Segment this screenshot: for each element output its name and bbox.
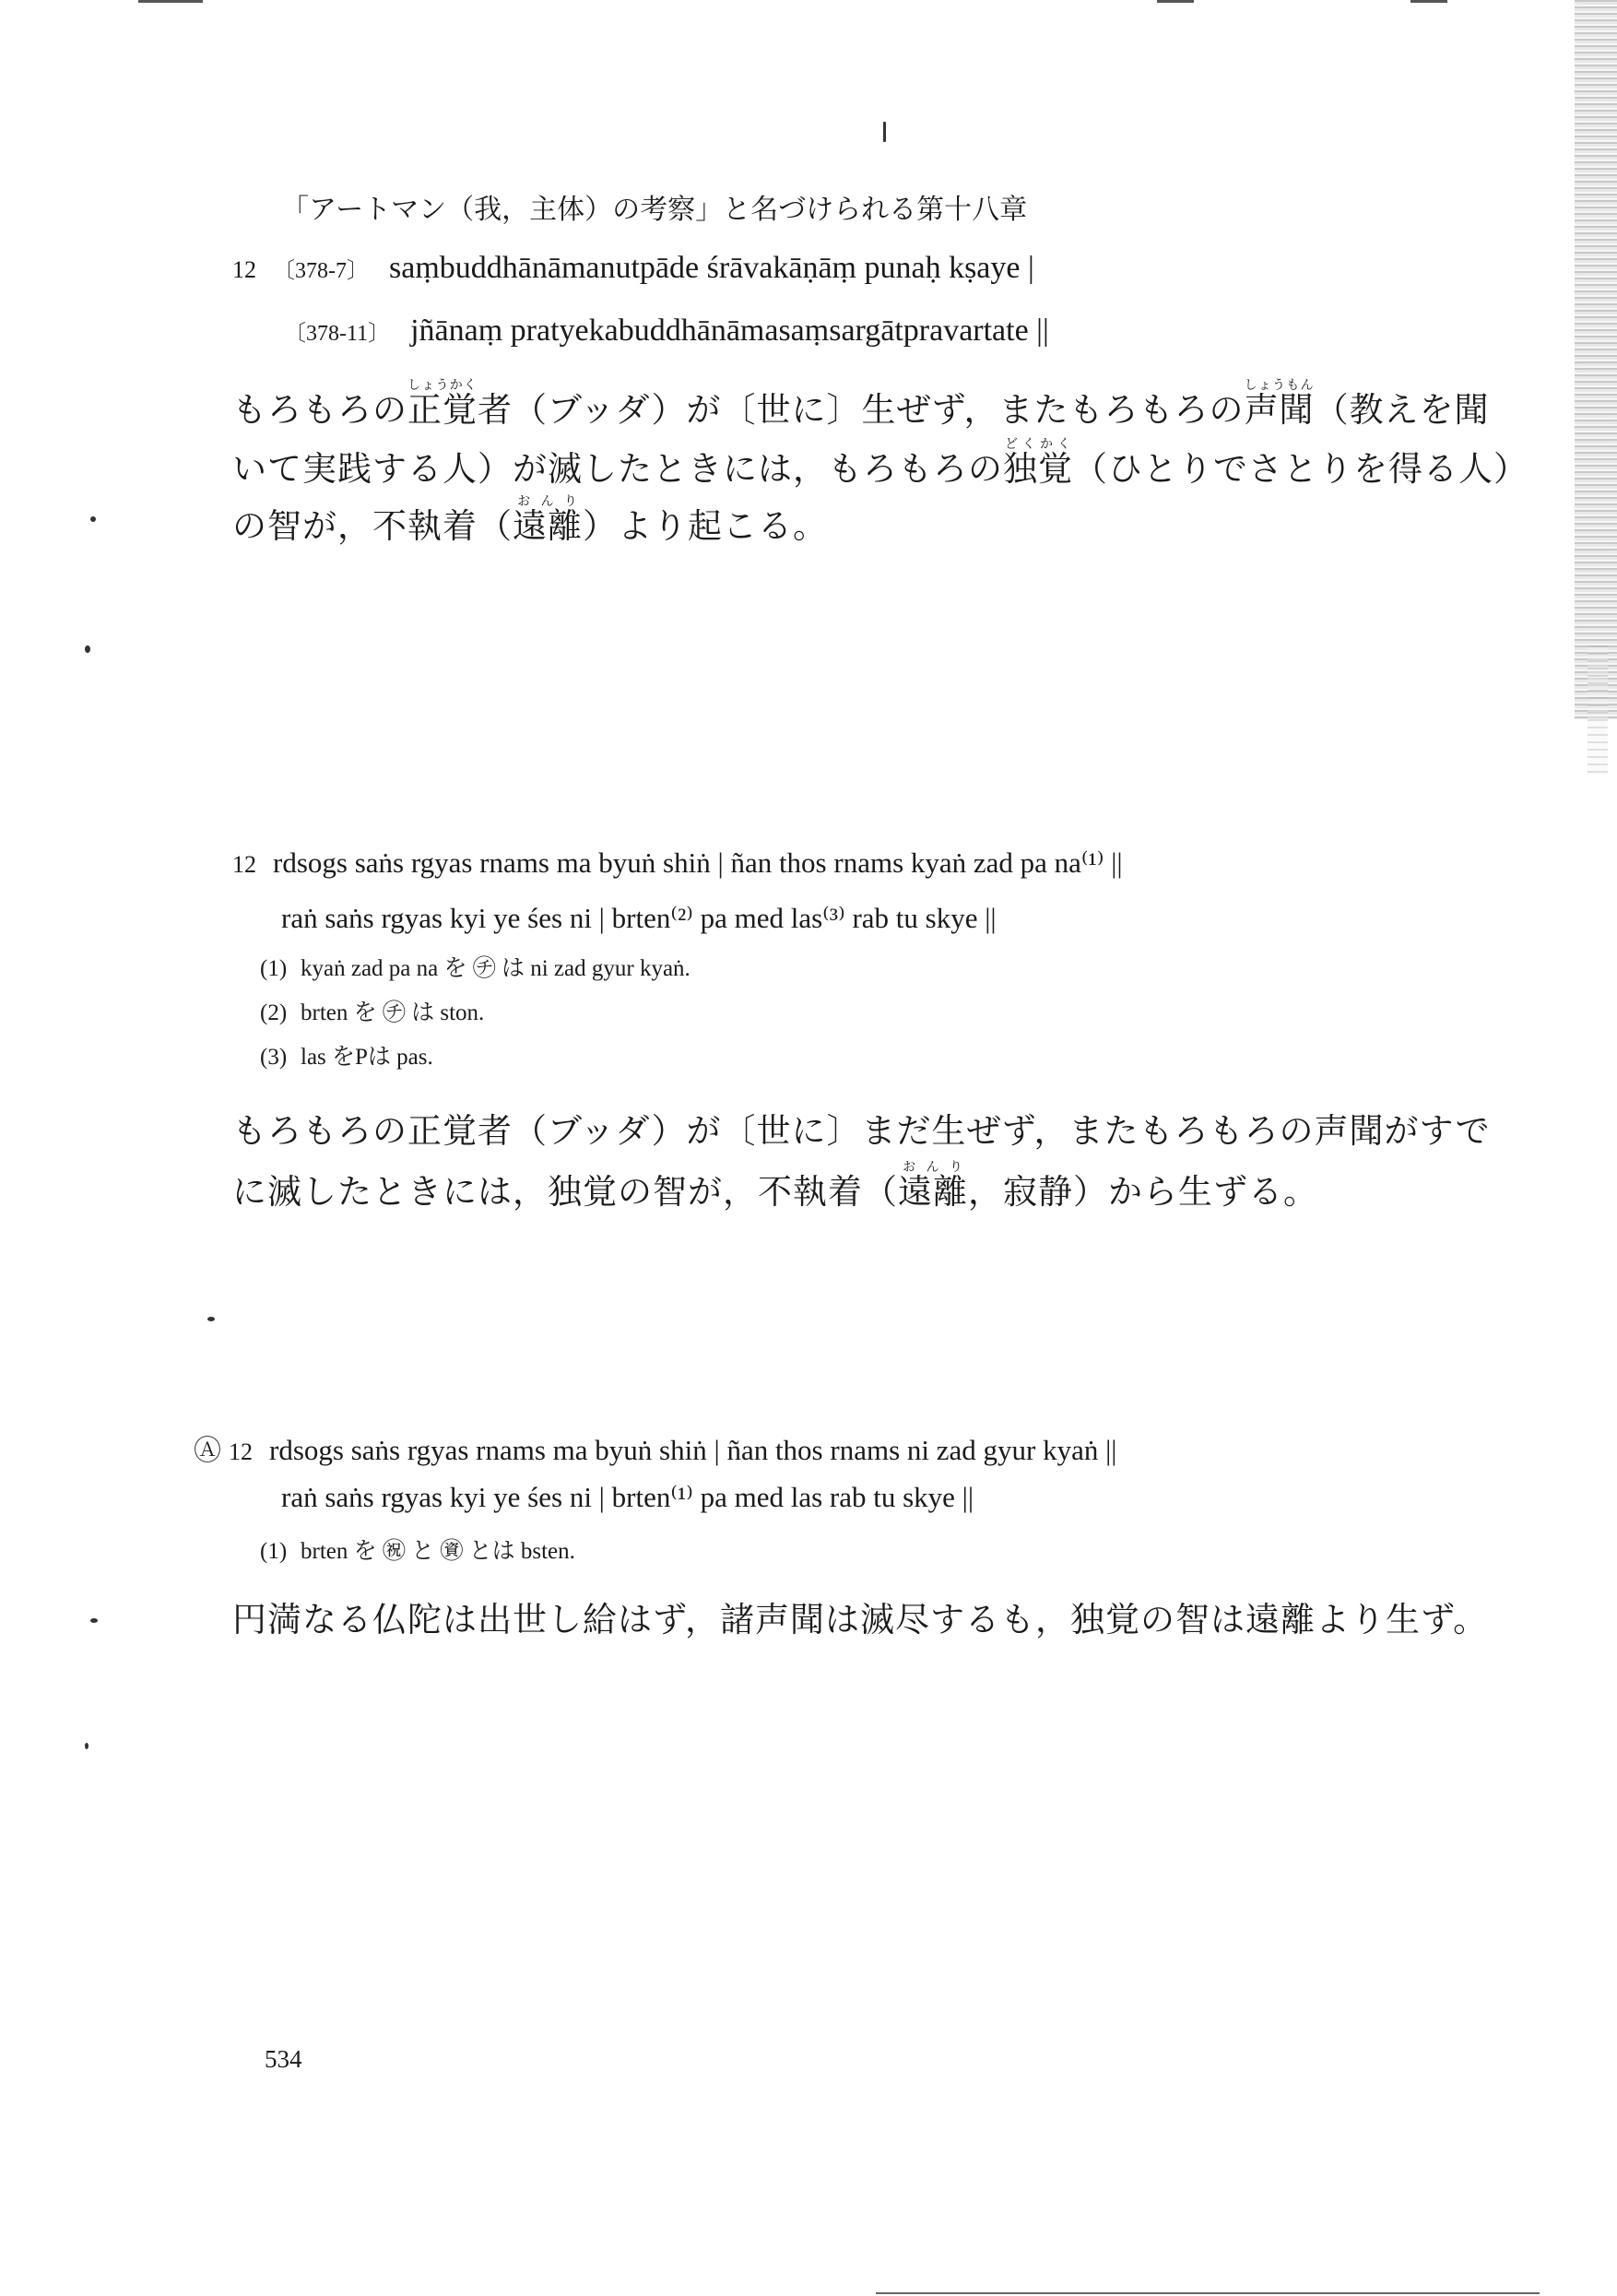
text-segment: いて実践する人）が滅したときには，もろもろの [232, 449, 1003, 489]
tibetan-verse-line-1 [232, 846, 1123, 880]
footnote [260, 950, 690, 983]
text-segment: に滅したときには，独覚の智が，不執着（ [232, 1172, 898, 1212]
tibetan-text: rdsogs saṅs rgyas rnams ma byuṅ shiṅ | ñan thos rnams ni zad gyur kyaṅ || [269, 1434, 1117, 1466]
tibetan-text: rdsogs saṅs rgyas rnams ma byuṅ shiṅ | ñan thos rnams kyaṅ zad pa na⁽¹⁾ || [273, 846, 1123, 879]
ruby-reading: しょうかく [407, 378, 478, 393]
sanskrit-text: jñānaṃ pratyekabuddhānāmasaṃsargātpravartate || [410, 314, 1049, 348]
scan-speck [90, 1618, 98, 1623]
tibetan-verse-2-line-2: raṅ saṅs rgyas kyi ye śes ni | brten⁽¹⁾ pa med las rab tu skye || [281, 1481, 974, 1513]
footnote-text: brten を ㊗ と ㊮ とは bsten. [301, 1539, 575, 1564]
verse-reference: 〔378-7〕 [273, 259, 369, 283]
japanese-translation-2-line-1: もろもろの正覚者（ブッダ）が〔世に〕まだ生ぜず，またもろもろの声聞がすで [232, 1111, 1491, 1151]
footnote-text: las をPは pas. [301, 1045, 433, 1070]
sanskrit-verse-line-2 [284, 314, 1049, 349]
scan-speck [85, 1743, 89, 1749]
ruby-term [513, 494, 583, 546]
text-segment: の智が，不執着（ [232, 506, 513, 546]
footnote-text: kyaṅ zad pa na を ㋠ は ni zad gyur kyaṅ. [301, 956, 690, 981]
footnote-number: (3) [260, 1045, 288, 1070]
footnote-number: (1) [260, 956, 288, 981]
scan-mark [876, 2292, 1540, 2294]
tibetan-verse-2-line-1 [194, 1427, 1117, 1468]
scan-edge-noise [1575, 0, 1617, 719]
ruby-base: 独覚 [1003, 449, 1073, 489]
ruby-reading: おんり [898, 1160, 968, 1175]
scan-speck [90, 516, 96, 522]
text-segment: ，寂静）から生ずる。 [968, 1172, 1318, 1212]
chapter-title: 「アートマン（我，主体）の考察」と名づけられる第十八章 [281, 194, 1028, 226]
footnote-number: (2) [260, 1000, 288, 1025]
footnote [260, 1038, 433, 1071]
footnote-number: (1) [260, 1539, 288, 1564]
ruby-reading: どくかく [1003, 437, 1073, 452]
japanese-translation-line-1 [232, 378, 1490, 432]
scan-mark [138, 0, 203, 3]
ruby-term [898, 1160, 968, 1212]
scan-mark [1410, 0, 1447, 3]
footnote [260, 994, 484, 1027]
ruby-term [1003, 437, 1073, 489]
footnote [260, 1533, 575, 1566]
ruby-reading: おんり [513, 494, 583, 509]
verse-number: 12 [232, 851, 256, 878]
verse-reference: 〔378-11〕 [284, 322, 391, 346]
ruby-base: 正覚 [407, 390, 478, 430]
japanese-translation-line-2 [232, 437, 1528, 491]
ruby-base: 遠離 [513, 506, 583, 546]
text-segment: もろもろの [232, 390, 407, 430]
sanskrit-verse-line-1 [232, 251, 1034, 286]
text-segment: （ひとりでさとりを得る人） [1073, 449, 1528, 489]
japanese-translation-2-line-2 [232, 1160, 1318, 1213]
scan-speck [883, 122, 886, 142]
ruby-base: 遠離 [898, 1172, 968, 1212]
tibetan-verse-line-2: raṅ saṅs rgyas kyi ye śes ni | brten⁽²⁾ pa med las⁽³⁾ rab tu skye || [281, 902, 997, 934]
scan-edge-noise [1587, 645, 1608, 775]
scan-speck [85, 645, 90, 653]
ruby-term [407, 378, 478, 430]
sanskrit-text: saṃbuddhānāmanutpāde śrāvakāṇāṃ punaḥ kṣaye | [389, 251, 1034, 285]
japanese-translation-line-3 [232, 494, 828, 548]
scan-speck [207, 1317, 215, 1321]
classical-chinese-translation: 円満なる仏陀は出世し給はず，諸声聞は滅尽するも，独覚の智は遠離より生ず。 [232, 1600, 1489, 1639]
footnote-text: brten を ㋠ は ston. [301, 1000, 485, 1025]
ruby-reading: しょうもん [1244, 378, 1315, 393]
text-segment: ）より起こる。 [583, 506, 828, 546]
verse-number: 12 [229, 1438, 253, 1465]
verse-number: 12 [232, 256, 256, 283]
ruby-base: 声聞 [1244, 390, 1315, 430]
page-number: 534 [265, 2045, 302, 2073]
ruby-term [1244, 378, 1315, 430]
edition-mark: Ⓐ [194, 1436, 221, 1466]
text-segment: 者（ブッダ）が〔世に〕生ぜず，またもろもろの [478, 390, 1245, 430]
text-segment: （教えを聞 [1314, 390, 1490, 430]
scan-mark [1157, 0, 1194, 3]
